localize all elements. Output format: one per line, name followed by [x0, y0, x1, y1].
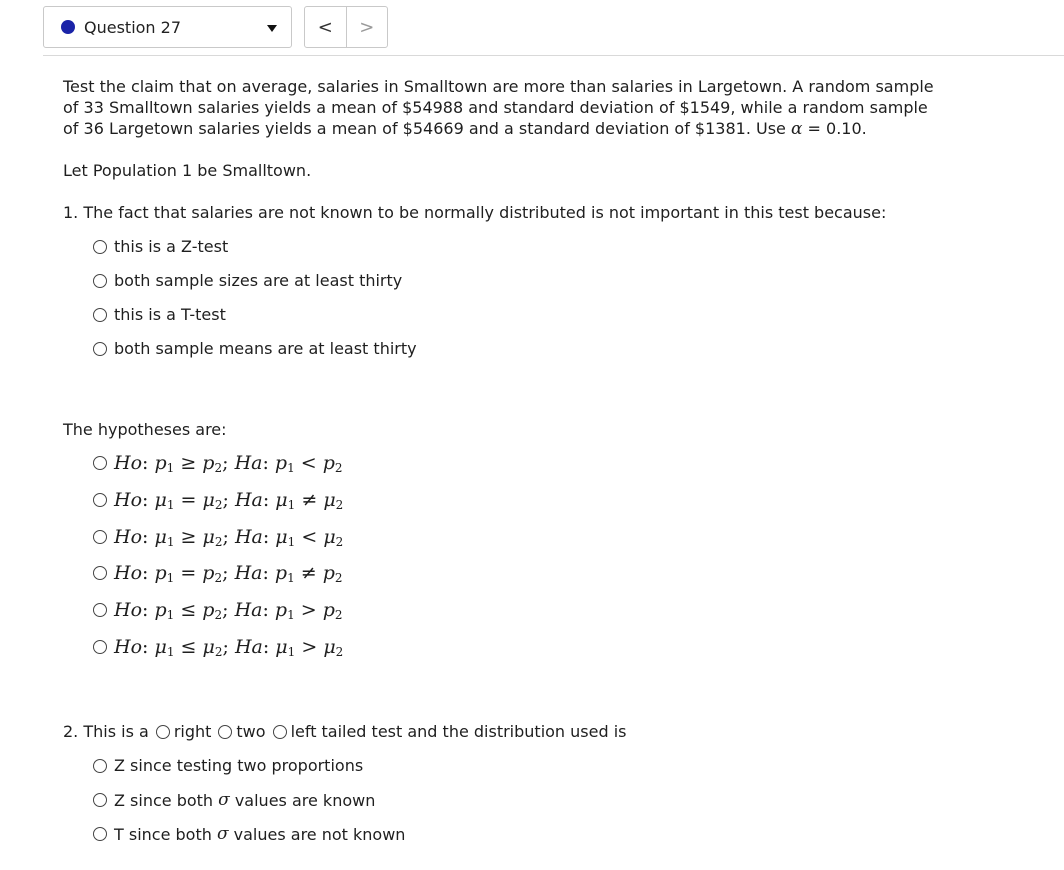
radio-button[interactable] — [93, 342, 107, 356]
hypothesis-expression: Ho: $p_1 \ge p_2$; Ha: $p_1 < p_2$ — [114, 452, 343, 475]
question-select[interactable] — [43, 6, 292, 48]
tail-label-two: two — [236, 722, 266, 741]
distribution-option[interactable]: Z since testing two proportions — [93, 756, 363, 775]
tail-radio-two[interactable] — [218, 725, 232, 739]
sigma-symbol: σ — [216, 824, 229, 844]
question-pager — [304, 6, 388, 48]
prompt-line-3: of 36 Largetown salaries yields a mean of $54669 and a standard deviation of $1381. Use α = 0.10. — [63, 119, 867, 139]
tail-radio-left[interactable] — [273, 725, 287, 739]
tail-radio-right[interactable] — [156, 725, 170, 739]
chevron-left-icon: < — [317, 16, 333, 38]
radio-button[interactable] — [93, 640, 107, 654]
hypothesis-expression: Ho: $\mu_1 \le \mu_2$; Ha: $\mu_1 > \mu_2$ — [114, 636, 344, 659]
hypothesis-option[interactable] — [93, 526, 343, 548]
chevron-right-icon: > — [359, 16, 375, 38]
q1-option[interactable]: both sample means are at least thirty — [93, 339, 417, 358]
hypothesis-option[interactable] — [93, 452, 343, 474]
q2-suffix: tailed test and the distribution used is — [321, 722, 627, 741]
question-label: Question 27 — [84, 17, 182, 37]
radio-button[interactable] — [93, 274, 107, 288]
hypothesis-option[interactable] — [93, 489, 343, 511]
radio-button[interactable] — [93, 240, 107, 254]
radio-button[interactable] — [93, 566, 107, 580]
q2-prefix: 2. This is a — [63, 722, 149, 741]
hypothesis-expression: Ho: $\mu_1 \ge \mu_2$; Ha: $\mu_1 < \mu_2$ — [114, 526, 344, 549]
hypothesis-expression: Ho: $p_1 = p_2$; Ha: $p_1 \ne p_2$ — [114, 562, 343, 585]
question-1-text: 1. The fact that salaries are not known to be normally distributed is not important in this test because: — [63, 203, 887, 222]
distribution-option[interactable]: T since both σ values are not known — [93, 824, 405, 844]
q1-option[interactable]: both sample sizes are at least thirty — [93, 271, 402, 290]
hypothesis-expression: Ho: $\mu_1 = \mu_2$; Ha: $\mu_1 \ne \mu_2$ — [114, 489, 344, 512]
radio-button[interactable] — [93, 603, 107, 617]
question-2-line — [63, 722, 627, 741]
radio-button[interactable] — [93, 530, 107, 544]
radio-button[interactable] — [93, 456, 107, 470]
radio-button[interactable] — [93, 759, 107, 773]
hypothesis-option[interactable] — [93, 636, 343, 658]
hypotheses-title: The hypotheses are: — [63, 420, 227, 439]
radio-button[interactable] — [93, 827, 107, 841]
alpha-symbol: α — [790, 119, 803, 139]
q1-option[interactable]: this is a Z-test — [93, 237, 228, 256]
previous-question-button[interactable] — [305, 7, 346, 47]
prompt-line-1: Test the claim that on average, salaries in Smalltown are more than salaries in Largetown. A random sample — [63, 77, 934, 96]
hypothesis-expression: Ho: $p_1 \le p_2$; Ha: $p_1 > p_2$ — [114, 599, 343, 622]
radio-button[interactable] — [93, 308, 107, 322]
question-prompt — [63, 76, 963, 140]
caret-down-icon — [267, 25, 277, 32]
radio-button[interactable] — [93, 793, 107, 807]
hypothesis-option[interactable] — [93, 599, 343, 621]
question-status-dot — [61, 20, 75, 34]
q1-option[interactable]: this is a T-test — [93, 305, 226, 324]
tail-label-right: right — [173, 722, 212, 741]
divider — [43, 55, 1064, 56]
hypothesis-option[interactable] — [93, 562, 343, 584]
radio-button[interactable] — [93, 493, 107, 507]
prompt-line-2: of 33 Smalltown salaries yields a mean of $54988 and standard deviation of $1549, while a random sample — [63, 98, 928, 117]
distribution-option[interactable]: Z since both σ values are known — [93, 790, 375, 810]
population-statement: Let Population 1 be Smalltown. — [63, 161, 312, 180]
sigma-symbol: σ — [218, 790, 230, 810]
tail-label-left: left — [290, 722, 317, 741]
next-question-button[interactable] — [346, 7, 388, 47]
